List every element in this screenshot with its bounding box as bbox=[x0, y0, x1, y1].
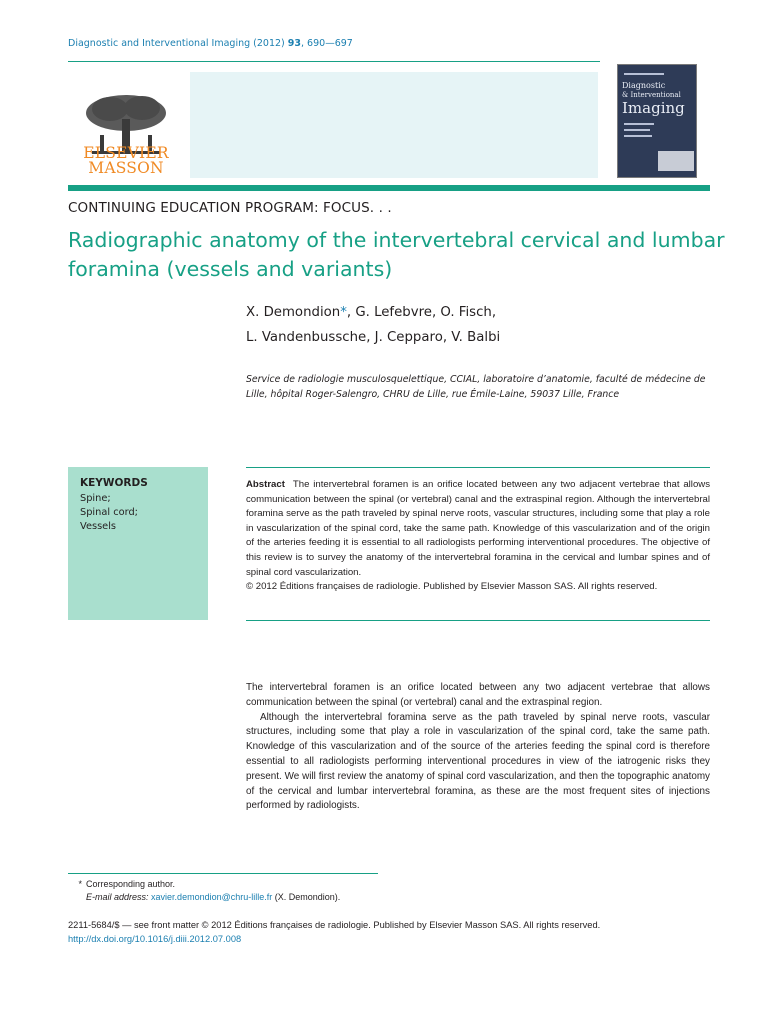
front-matter-line: 2211-5684/$ — see front matter © 2012 Éditions françaises de radiologie. Published by Elsevier Masson SAS. All rights reserved. bbox=[68, 920, 601, 930]
cover-title-2: & Interventional bbox=[622, 91, 681, 99]
footnote-divider bbox=[68, 873, 378, 874]
author-names: , G. Lefebvre, O. Fisch, bbox=[346, 305, 497, 320]
abstract-paragraph bbox=[246, 478, 710, 580]
author-line-1 bbox=[246, 301, 726, 326]
keyword-item: Spinal cord; bbox=[80, 507, 138, 518]
cover-title-1: Diagnostic bbox=[622, 81, 666, 90]
cover-rule bbox=[624, 73, 664, 75]
abstract-top-divider bbox=[246, 467, 710, 468]
body-paragraph: The intervertebral foramen is an orifice located between any two adjacent vertebrae that allows communication between the spinal (or vertebral) canal and the extraspinal region. bbox=[246, 682, 710, 708]
journal-reference[interactable] bbox=[68, 38, 353, 49]
affiliation: Service de radiologie musculosquelettique, CCIAL, laboratoire d’anatomie, faculté de médecine de Lille, hôpital Roger-Salengro, CHRU de Lille, rue Émile-Laine, 59037 Lille, France bbox=[246, 374, 706, 400]
author-line-2: L. Vandenbussche, J. Cepparo, V. Balbi bbox=[246, 329, 501, 345]
cover-rule bbox=[624, 129, 650, 131]
cover-title-3: Imaging bbox=[622, 99, 685, 117]
body-paragraph: Although the intervertebral foramina serve as the path traveled by spinal nerve roots, vascular structures, including some that play a role in vascularization of the spinal cord, take the same path. Knowledge of this vascularization and of the source of the arteries feeding the spinal cord is therefore essential to all radiologists performing interventional procedures in view of the iatrogenic risks they present. We will first review the anatomy of spinal cord vascularization, and then the topographic anatomy of the cervical and lumbar intervertebral foramina, as these are the most frequent sites of injections performed by radiologists. bbox=[246, 711, 710, 812]
keywords-title: KEYWORDS bbox=[80, 477, 148, 489]
abstract-text: The intervertebral foramen is an orifice located between any two adjacent vertebrae that allows communication between the spinal (or vertebral) canal and the extraspinal region. Although the intervertebral foramina serve as the path traveled by spinal nerve roots, vascular structures, including some that play a role in vascularization of the spinal cord, take the same path. Knowledge of this vascularization and of the origin of the arteries feeding it is essential to all radiologists performing interventional procedures. The objective of this review is to survey the anatomy of the intervertebral foramina in the cervical and lumbar spines and of spinal cord vascularization. bbox=[246, 479, 710, 578]
abstract-section bbox=[246, 478, 710, 595]
corresponding-marker[interactable]: * bbox=[340, 305, 347, 320]
abstract-label: Abstract bbox=[246, 479, 285, 490]
doi-link[interactable]: http://dx.doi.org/10.1016/j.diii.2012.07.008 bbox=[68, 934, 242, 944]
footnote-corresponding bbox=[68, 878, 340, 891]
cover-images bbox=[658, 151, 694, 171]
author-list bbox=[246, 301, 726, 350]
footnote-marker: * bbox=[78, 879, 82, 889]
body-text bbox=[246, 681, 710, 814]
abstract-copyright: © 2012 Éditions françaises de radiologie. Published by Elsevier Masson SAS. All rights reserved. bbox=[246, 581, 658, 593]
keyword-item: Vessels bbox=[80, 521, 117, 532]
email-suffix: (X. Demondion). bbox=[272, 892, 341, 902]
article-title: Radiographic anatomy of the intervertebral cervical and lumbar foramina (vessels and variants) bbox=[68, 228, 725, 281]
series-heading: CONTINUING EDUCATION PROGRAM: FOCUS. . . bbox=[68, 200, 392, 216]
footnote bbox=[68, 878, 340, 904]
imprint bbox=[68, 918, 600, 946]
email-label: E-mail address: bbox=[86, 892, 149, 902]
journal-name: Diagnostic and Interventional Imaging (2012) bbox=[68, 38, 288, 49]
header-banner bbox=[190, 72, 598, 178]
journal-volume: 93 bbox=[287, 38, 302, 49]
cover-rule bbox=[624, 135, 652, 137]
journal-pages: , 690—697 bbox=[301, 38, 353, 49]
email-link[interactable]: xavier.demondion@chru-lille.fr bbox=[151, 892, 273, 902]
logo-line-elsevier: ELSEVIER bbox=[83, 144, 169, 162]
logo-line-masson: MASSON bbox=[88, 159, 164, 177]
abstract-bottom-divider bbox=[246, 620, 710, 621]
footnote-corresponding-text: Corresponding author. bbox=[86, 879, 176, 889]
footnote-email-line bbox=[68, 891, 340, 904]
author-name: X. Demondion bbox=[246, 305, 341, 320]
cover-rule bbox=[624, 123, 654, 125]
header-divider bbox=[68, 61, 600, 62]
keyword-item: Spine; bbox=[80, 493, 111, 504]
title-divider bbox=[68, 185, 710, 191]
elsevier-masson-wordmark bbox=[68, 146, 184, 176]
keywords-box bbox=[68, 467, 208, 620]
journal-cover-thumbnail[interactable] bbox=[617, 64, 697, 178]
